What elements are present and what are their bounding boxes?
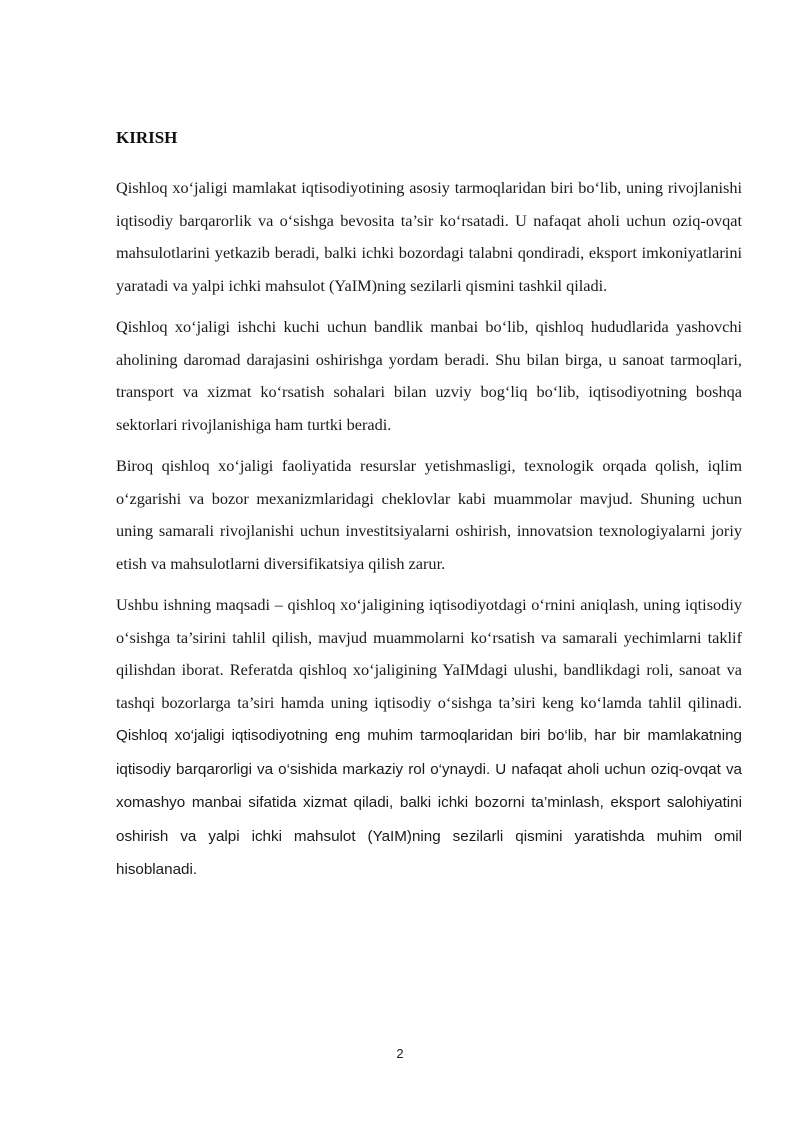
paragraph-4-serif-text: Ushbu ishning maqsadi – qishloq xo‘jaligining iqtisodiyotdagi o‘rnini aniqlash, uning iqtisodiy o‘sishga ta’sirini tahlil qilish, mavjud muammolarni ko‘rsatish va samarali yechimlarni taklif qilishdan iborat. Referatda qishloq xo‘jaligining YaIMdagi ulushi, bandlikdagi roli, sanoat va tashqi bozorlarga ta’siri hamda uning iqtisodiy o‘sishga ta’siri keng ko‘lamda tahlil qilinadi.: [116, 595, 742, 712]
paragraph-2: Qishloq xo‘jaligi ishchi kuchi uchun bandlik manbai bo‘lib, qishloq hududlarida yashovchi aholining daromad darajasini oshirishga yordam beradi. Shu bilan birga, u sanoat tarmoqlari, transport va xizmat ko‘rsatish sohalari bilan uzviy bog‘liq bo‘lib, iqtisodiyotning boshqa sektorlari rivojlanishiga ham turtki beradi.: [116, 317, 742, 434]
paragraph-3: Biroq qishloq xo‘jaligi faoliyatida resurslar yetishmasligi, texnologik orqada qolish, iqlim o‘zgarishi va bozor mexanizmlaridagi cheklovlar kabi muammolar mavjud. Shuning uchun uning samarali rivojlanishi uchun investitsiyalarni oshirish, innovatsion texnologiyalarni joriy etish va mahsulotlarni diversifikatsiya qilish zarur.: [116, 456, 742, 573]
paragraph-4-sans-text: Qishloq xo‘jaligi iqtisodiyotning eng muhim tarmoqlaridan biri bo‘lib, har bir mamlakatning iqtisodiy barqarorligi va o‘sishida markaziy rol o‘ynaydi. U nafaqat aholi uchun oziq-ovqat va xomashyo manbai sifatida xizmat qiladi, balki ichki bozorni ta’minlash, eksport salohiyatini oshirish va yalpi ichki mahsulot (YaIM)ning sezilarli qismini yaratishda muhim omil hisoblanadi.: [116, 727, 742, 878]
page-number: 2: [396, 1046, 404, 1061]
section-heading: KIRISH: [116, 128, 178, 147]
page-content: [116, 126, 742, 896]
paragraph-1: Qishloq xo‘jaligi mamlakat iqtisodiyotining asosiy tarmoqlaridan biri bo‘lib, uning rivojlanishi iqtisodiy barqarorlik va o‘sishga bevosita ta’sir ko‘rsatadi. U nafaqat aholi uchun oziq-ovqat mahsulotlarini yetkazib beradi, balki ichki bozordagi talabni qondiradi, eksport imkoniyatlarini yaratadi va yalpi ichki mahsulot (YaIM)ning sezilarli qismini tashkil qiladi.: [116, 178, 742, 295]
paragraph-4: [116, 589, 742, 887]
